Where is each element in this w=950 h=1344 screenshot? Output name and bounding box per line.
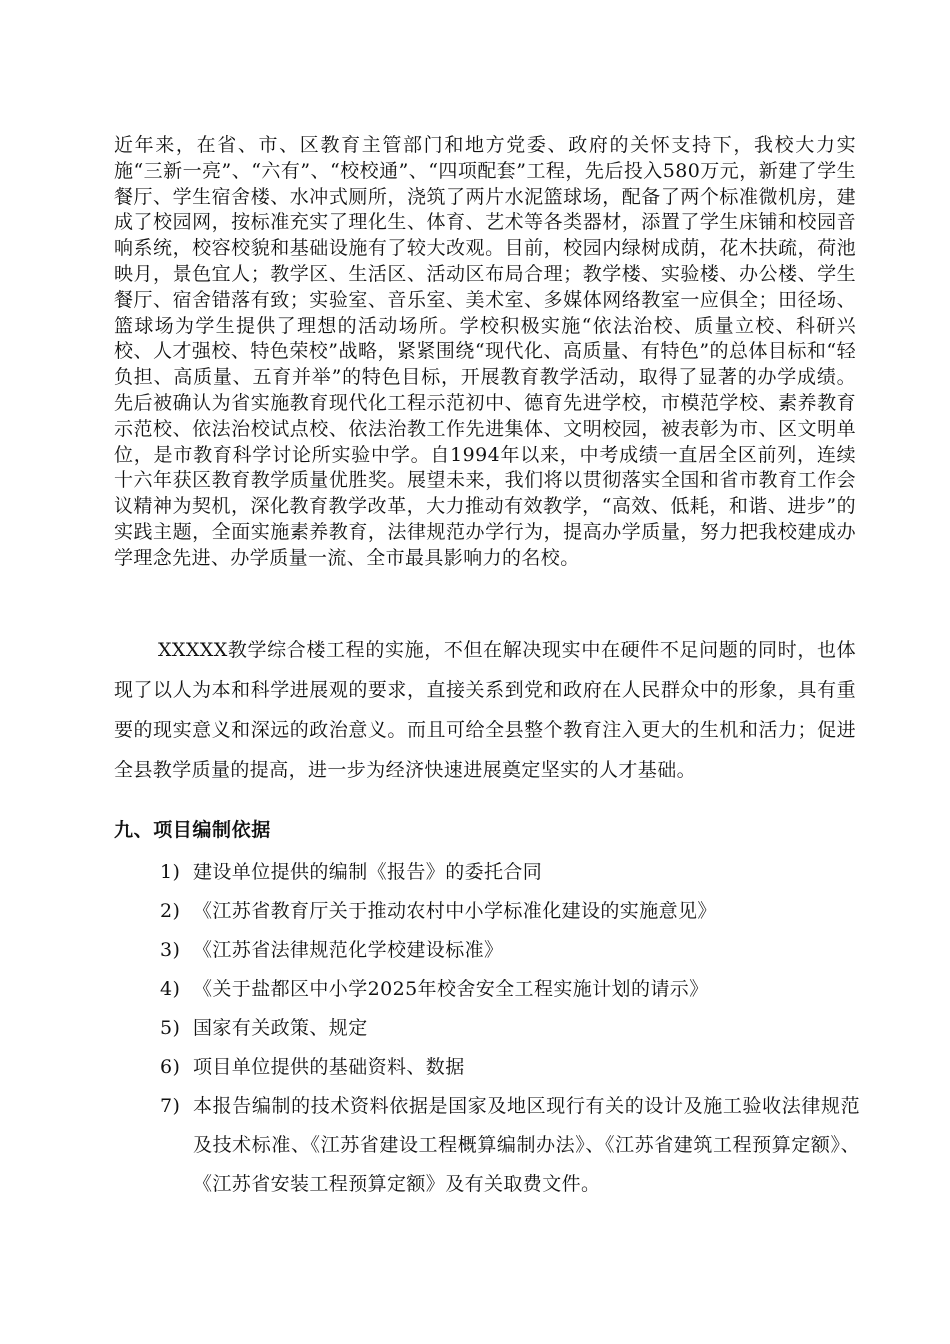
list-item-number: 5) [160,1017,181,1039]
list-item-number: 6) [160,1056,181,1078]
list-item [160,970,860,1009]
list-item-text: 本报告编制的技术资料依据是国家及地区现行有关的设计及施工验收法律规范及技术标准、《江苏省建设工程概算编制办法》、《江苏省建筑工程预算定额》、《江苏省安装工程预算定额》及有关取费文件。 [193,1095,860,1195]
list-item-text: 国家有关政策、规定 [193,1017,368,1039]
basis-list [160,853,860,1204]
intro-paragraph: 近年来，在省、市、区教育主管部门和地方党委、政府的关怀支持下，我校大力实施“三新一亮”、“六有”、“校校通”、“四项配套”工程，先后投入580万元，新建了学生餐厅、学生宿舍楼、水冲式厕所，浇筑了两片水泥篮球场，配备了两个标准微机房，建成了校园网，按标准充实了理化生、体育、艺术等各类器材，添置了学生床铺和校园音响系统，校容校貌和基础设施有了较大改观。目前，校园内绿树成荫，花木扶疏，荷池映月，景色宜人；教学区、生活区、活动区布局合理；教学楼、实验楼、办公楼、学生餐厅、宿舍错落有致；实验室、音乐室、美术室、多媒体网络教室一应俱全；田径场、篮球场为学生提供了理想的活动场所。学校积极实施“依法治校、质量立校、科研兴校、人才强校、特色荣校”战略，紧紧围绕“现代化、高质量、有特色”的总体目标和“轻负担、高质量、五育并举”的特色目标，开展教育教学活动，取得了显著的办学成绩。先后被确认为省实施教育现代化工程示范初中、德育先进学校，市模范学校、素养教育示范校、依法治校试点校、依法治教工作先进集体、文明校园，被表彰为市、区文明单位，是市教育科学讨论所实验中学。自1994年以来，中考成绩一直居全区前列，连续十六年获区教育教学质量优胜奖。展望未来，我们将以贯彻落实全国和省市教育工作会议精神为契机，深化教育教学改革，大力推动有效教学，“高效、低耗，和谐、进步”的实践主题，全面实施素养教育，法律规范办学行为，提高办学质量，努力把我校建成办学理念先进、办学质量一流、全市最具影响力的名校。 [114,134,856,569]
list-item [160,892,860,931]
list-item-number: 2) [160,900,181,922]
list-item-text: 《关于盐都区中小学2025年校舍安全工程实施计划的请示》 [193,978,709,1000]
list-item-number: 3) [160,939,181,961]
list-item-text: 《江苏省教育厅关于推动农村中小学标准化建设的实施意见》 [193,900,717,922]
list-item-number: 7) [160,1095,181,1117]
list-item [160,1009,860,1048]
list-item-number: 4) [160,978,181,1000]
list-item [160,1087,860,1204]
list-item-text: 建设单位提供的编制《报告》的委托合同 [193,861,543,883]
list-item-number: 1) [160,861,181,883]
significance-paragraph: XXXXX教学综合楼工程的实施，不但在解决现实中在硬件不足问题的同时，也体现了以人为本和科学进展观的要求，直接关系到党和政府在人民群众中的形象，具有重要的现实意义和深远的政治意义。而且可给全县整个教育注入更大的生机和活力；促进全县教学质量的提高，进一步为经济快速进展奠定坚实的人才基础。 [114,639,856,781]
list-item [160,931,860,970]
list-item-text: 项目单位提供的基础资料、数据 [193,1056,465,1078]
list-item-text: 《江苏省法律规范化学校建设标准》 [193,939,504,961]
list-item [160,853,860,892]
list-item [160,1048,860,1087]
section-heading: 九、项目编制依据 [114,819,271,841]
